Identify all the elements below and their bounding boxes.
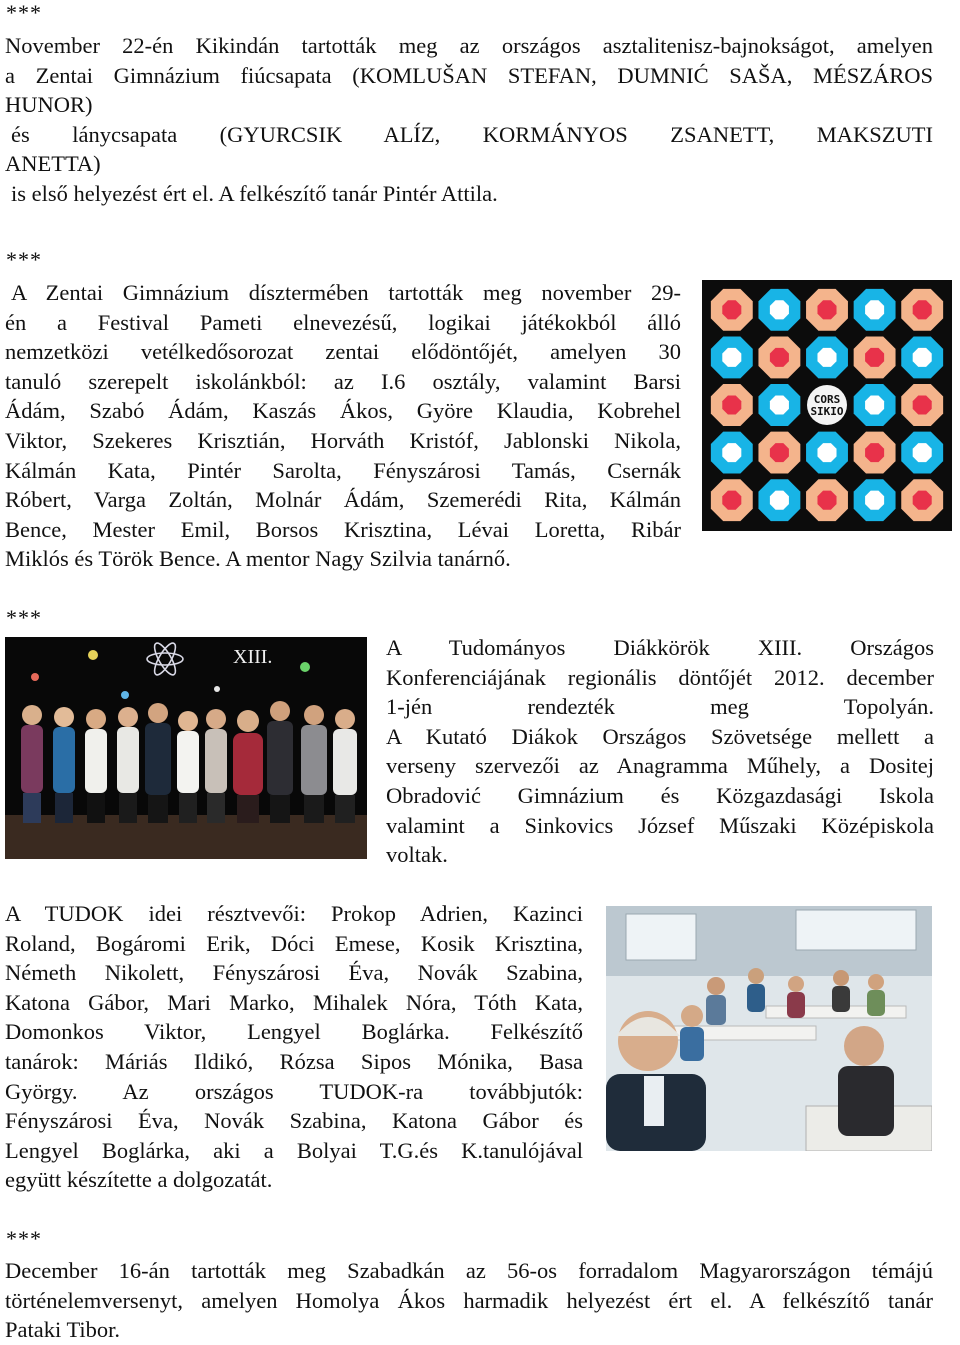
paragraph-table-tennis	[5, 31, 933, 209]
text-line: Domonkos Viktor, Lengyel Boglárka. Felkészítő	[5, 1019, 583, 1045]
pattern-octagon-center	[770, 300, 789, 319]
pattern-octagon-center	[865, 443, 884, 462]
text-line: Konferenciájának regionális döntőjét 2012. december	[386, 664, 934, 690]
paragraph-festival-pameti	[5, 278, 681, 574]
text-line: Miklós és Török Bence. A mentor Nagy Szilvia tanárnő.	[5, 546, 511, 572]
pattern-octagon-center	[913, 395, 932, 414]
paragraph-tudok-conference	[386, 633, 934, 870]
classroom-illustration	[606, 906, 932, 1151]
pattern-octagon-center	[817, 348, 836, 367]
text-line: Roland, Bogáromi Erik, Dóci Emese, Kosik Krisztina,	[5, 930, 583, 956]
text-line: Obradović Gimnázium és Közgazdasági Iskola	[386, 782, 934, 808]
text-line: tanuló szerepelt iskolánkból: az I.6 osztály, valamint Barsi	[5, 368, 681, 394]
paragraph-history-competition	[5, 1256, 933, 1345]
logo-text: SIKIO	[810, 405, 844, 418]
text-line: Fényszárosi Éva, Novák Szabina, Katona Gábor és	[5, 1108, 583, 1134]
text-line: Kálmán Kata, Pintér Sarolta, Fényszárosi Tamás, Csernák	[5, 457, 681, 483]
text-line: a Zentai Gimnázium fiúcsapata (KOMLUŠAN STEFAN, DUMNIĆ SAŠA, MÉSZÁROS	[5, 62, 933, 88]
text-line: November 22-én Kikindán tartották meg az országos asztalitenisz-bajnokságot, amelyen	[5, 33, 933, 58]
pattern-octagon-center	[865, 395, 884, 414]
pattern-octagon-center	[722, 443, 741, 462]
pattern-octagon-center	[770, 348, 789, 367]
text-line: A TUDOK idei résztvevői: Prokop Adrien, Kazinci	[5, 901, 583, 926]
pattern-octagon-center	[913, 491, 932, 510]
paragraph-tudok-participants	[5, 899, 583, 1195]
text-line: HUNOR)	[5, 92, 93, 118]
text-line: Viktor, Szekeres Krisztián, Horváth Kristóf, Jablonski Nikola,	[5, 427, 681, 453]
text-line: Ádám, Szabó Ádám, Kaszás Ákos, Györe Klaudia, Kobrehel	[5, 398, 681, 424]
pattern-octagon-center	[817, 491, 836, 510]
text-line: is első helyezést ért el. A felkészítő tanár Pintér Attila.	[11, 180, 498, 206]
separator: ***	[6, 1226, 42, 1251]
pattern-octagon-center	[722, 348, 741, 367]
pattern-octagon-center	[865, 491, 884, 510]
group-photo-illustration	[5, 637, 367, 859]
separator: ***	[6, 0, 42, 25]
text-line: 1-jén rendezték meg Topolyán.	[386, 694, 934, 720]
text-line: verseny szervezői az Anagramma Műhely, a Dositej	[386, 753, 934, 779]
text-line: A Tudományos Diákkörök XIII. Országos	[386, 635, 934, 660]
pattern-octagon-center	[913, 443, 932, 462]
conference-group-photo	[5, 637, 367, 859]
text-line: Lengyel Boglárka, aki a Bolyai T.G.és K.tanulójával	[5, 1137, 583, 1163]
pattern-logo-image	[702, 280, 952, 531]
pattern-octagon-center	[817, 443, 836, 462]
pattern-octagon-center	[865, 348, 884, 367]
logo-text: CORS	[813, 393, 841, 406]
text-line: voltak.	[386, 842, 448, 868]
text-line: én a Festival Pameti elnevezésű, logikai játékokból álló	[5, 309, 681, 335]
classroom-photo	[606, 906, 932, 1151]
octagon-pattern	[702, 280, 952, 531]
pattern-octagon-center	[865, 300, 884, 319]
text-line: December 16-án tartották meg Szabadkán az 56-os forradalom Magyarországon témájú	[5, 1258, 933, 1283]
text-line: és lánycsapata (GYURCSIK ALÍZ, KORMÁNYOS ZSANETT, MAKSZUTI	[11, 121, 933, 147]
text-line: Németh Nikolett, Fényszárosi Éva, Novák Szabina,	[5, 960, 583, 986]
text-line: Bence, Mester Emil, Borsos Krisztina, Lévai Loretta, Ribár	[5, 516, 681, 542]
text-line: együtt készítette a dolgozatát.	[5, 1167, 273, 1193]
text-line: valamint a Sinkovics József Műszaki Középiskola	[386, 812, 934, 838]
pattern-octagon-center	[722, 395, 741, 414]
pattern-octagon-center	[913, 348, 932, 367]
pattern-octagon-center	[722, 300, 741, 319]
pattern-octagon-center	[770, 443, 789, 462]
banner-text: XIII.	[233, 646, 273, 668]
pattern-octagon-center	[913, 300, 932, 319]
text-line: Róbert, Varga Zoltán, Molnár Ádám, Szemerédi Rita, Kálmán	[5, 487, 681, 513]
text-line: A Zentai Gimnázium dísztermében tartották meg november 29-	[11, 280, 681, 305]
text-line: György. Az országos TUDOK-ra továbbjutók:	[5, 1078, 583, 1104]
pattern-octagon-center	[817, 300, 836, 319]
pattern-octagon-center	[722, 491, 741, 510]
pattern-octagon-center	[770, 395, 789, 414]
text-line: Pataki Tibor.	[5, 1317, 121, 1343]
text-line: Katona Gábor, Mari Marko, Mihalek Nóra, Tóth Kata,	[5, 989, 583, 1015]
text-line: tanárok: Máriás Ildikó, Rózsa Sipos Mónika, Basa	[5, 1048, 583, 1074]
text-line: A Kutató Diákok Országos Szövetsége mellett a	[386, 723, 934, 749]
separator: ***	[6, 247, 42, 272]
text-line: nemzetközi vetélkedősorozat zentai elődöntőjét, amelyen 30	[5, 339, 681, 365]
pattern-octagon-center	[770, 491, 789, 510]
text-line: ANETTA)	[5, 151, 101, 177]
separator: ***	[6, 605, 42, 630]
text-line: történelemversenyt, amelyen Homolya Ákos harmadik helyezést ért el. A felkészítő tanár	[5, 1287, 933, 1313]
